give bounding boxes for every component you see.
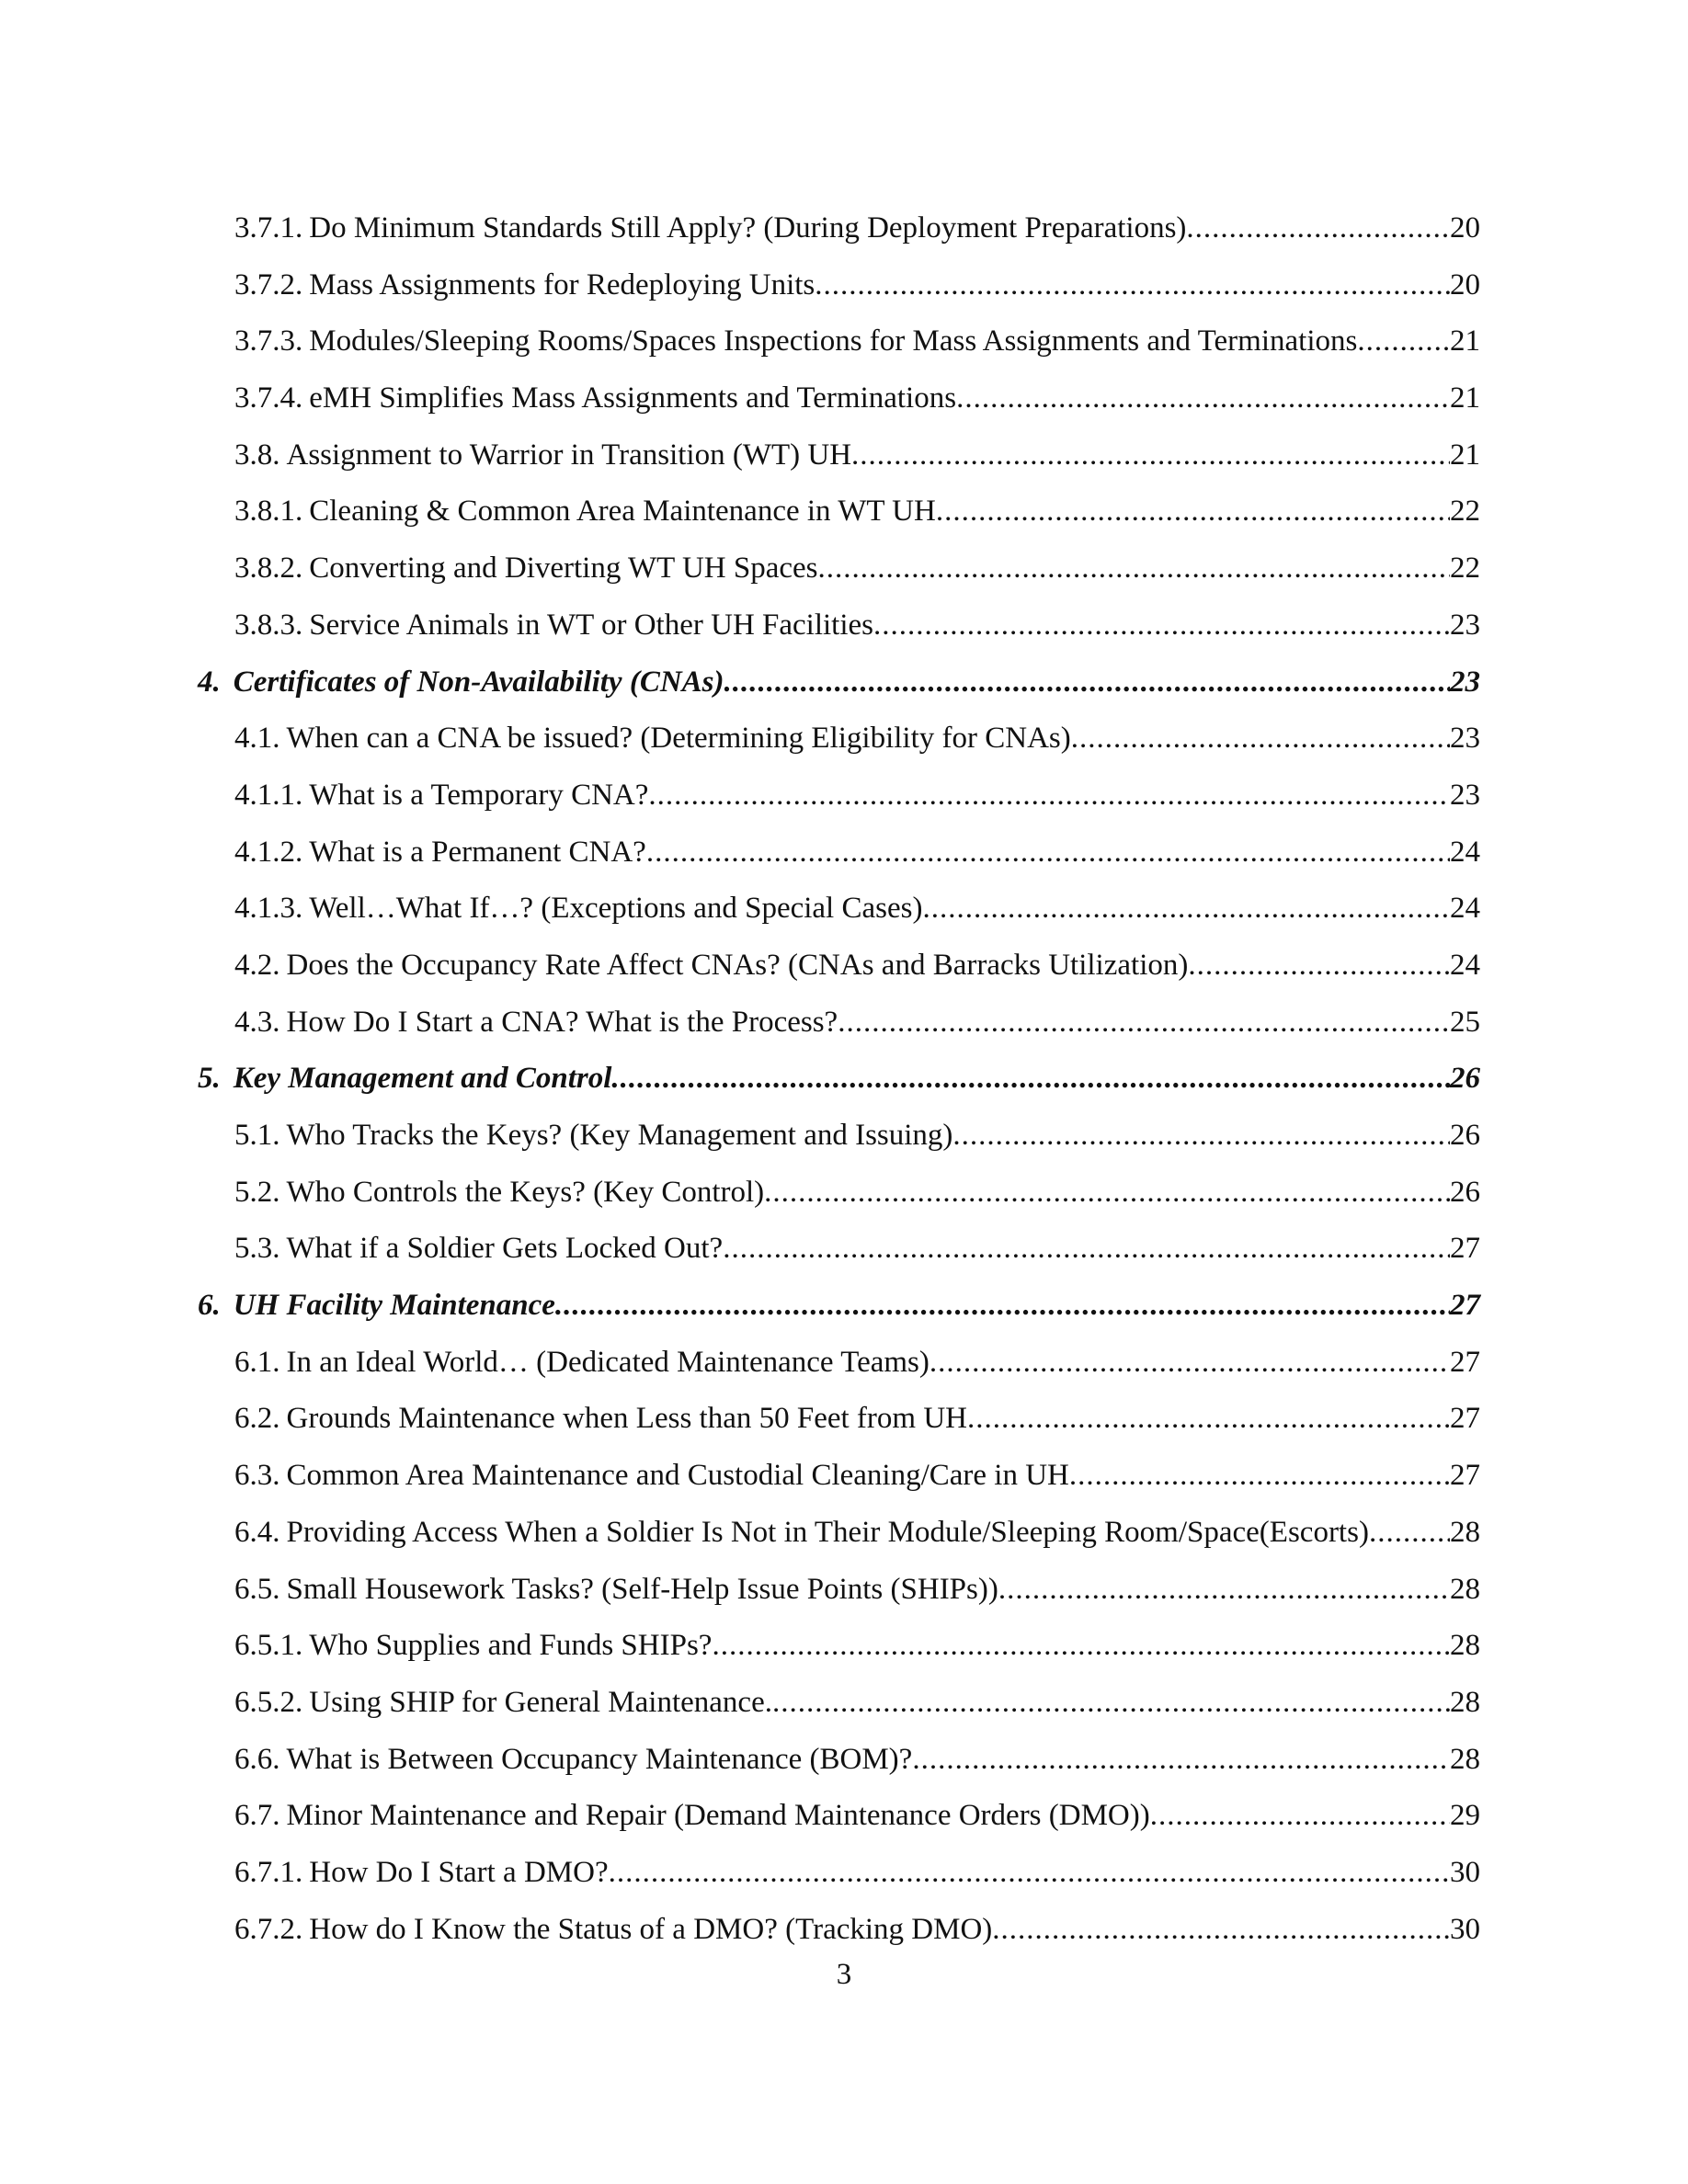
toc-subsection-entry[interactable] — [198, 1562, 1480, 1619]
toc-dot-leader — [648, 768, 1450, 825]
toc-entry-title — [234, 200, 1186, 257]
toc-entry-number: 4.1.2. — [234, 835, 303, 869]
toc-entry-text: eMH Simplifies Mass Assignments and Terminations — [309, 381, 957, 415]
toc-entry-text: Grounds Maintenance when Less than 50 Feet from UH — [286, 1402, 967, 1436]
toc-entry-text: Converting and Diverting WT UH Spaces — [309, 552, 818, 586]
toc-entry-text: Who Tracks the Keys? (Key Management and Issuing) — [286, 1119, 953, 1152]
toc-entry-text: How Do I Start a DMO? — [309, 1855, 609, 1889]
toc-entry-page: 29 — [1450, 1799, 1480, 1833]
toc-entry-text: Do Minimum Standards Still Apply? (During Deployment Preparations) — [309, 211, 1187, 245]
toc-entry-number: 6.7.2. — [234, 1912, 303, 1946]
toc-entry-text: When can a CNA be issued? (Determining Eligibility for CNAs) — [286, 722, 1071, 756]
toc-entry-title — [198, 654, 724, 711]
toc-subsection-entry[interactable] — [198, 597, 1480, 654]
toc-entry-number: 5. — [198, 1062, 221, 1096]
toc-subsection-entry[interactable] — [198, 313, 1480, 370]
toc-entry-number: 6.4. — [234, 1515, 280, 1549]
toc-entry-title — [234, 1562, 998, 1619]
toc-subsection-entry[interactable] — [198, 1788, 1480, 1845]
toc-subsection-entry[interactable] — [198, 370, 1480, 427]
toc-entry-text: What if a Soldier Gets Locked Out? — [286, 1232, 724, 1266]
toc-entry-page: 23 — [1450, 665, 1480, 699]
toc-subsection-entry[interactable] — [198, 1902, 1480, 1959]
toc-entry-text: What is a Permanent CNA? — [309, 835, 646, 869]
toc-section-entry[interactable] — [198, 1278, 1480, 1335]
toc-dot-leader — [646, 825, 1450, 882]
toc-dot-leader — [611, 1051, 1450, 1108]
toc-entry-page: 26 — [1450, 1062, 1480, 1096]
toc-entry-number: 3.7.4. — [234, 381, 303, 415]
toc-entry-number: 6.6. — [234, 1742, 280, 1776]
toc-entry-number: 6.7.1. — [234, 1855, 303, 1889]
toc-entry-text: Key Management and Control — [233, 1062, 612, 1096]
toc-entry-page: 27 — [1450, 1232, 1480, 1266]
toc-entry-number: 4.1.3. — [234, 892, 303, 926]
toc-dot-leader — [1186, 200, 1450, 257]
toc-subsection-entry[interactable] — [198, 1108, 1480, 1165]
toc-dot-leader — [724, 654, 1450, 711]
toc-entry-text: Cleaning & Common Area Maintenance in WT UH — [309, 495, 936, 529]
toc-entry-text: Minor Maintenance and Repair (Demand Maintenance Orders (DMO)) — [286, 1799, 1150, 1833]
toc-entry-title — [234, 711, 1071, 768]
toc-subsection-entry[interactable] — [198, 1448, 1480, 1505]
toc-entry-title — [198, 1051, 611, 1108]
toc-dot-leader — [930, 1335, 1450, 1392]
toc-entry-text: Does the Occupancy Rate Affect CNAs? (CNAs and Barracks Utilization) — [286, 948, 1189, 982]
toc-entry-page: 22 — [1450, 552, 1480, 586]
toc-entry-title — [234, 938, 1188, 995]
toc-subsection-entry[interactable] — [198, 1391, 1480, 1448]
toc-dot-leader — [952, 1108, 1450, 1165]
toc-entry-text: Mass Assignments for Redeploying Units — [309, 267, 815, 301]
toc-dot-leader — [1071, 711, 1450, 768]
toc-dot-leader — [851, 427, 1450, 484]
toc-entry-page: 27 — [1450, 1289, 1480, 1323]
toc-dot-leader — [922, 881, 1450, 938]
toc-entry-title — [234, 1845, 609, 1902]
toc-dot-leader — [712, 1618, 1450, 1675]
toc-entry-number: 3.8.2. — [234, 552, 303, 586]
toc-entry-text: Well…What If…? (Exceptions and Special Cases) — [309, 892, 923, 926]
toc-entry-text: How do I Know the Status of a DMO? (Tracking DMO) — [309, 1912, 993, 1946]
toc-entry-title — [234, 881, 922, 938]
toc-entry-number: 4.1. — [234, 722, 280, 756]
toc-subsection-entry[interactable] — [198, 1732, 1480, 1789]
toc-entry-number: 5.1. — [234, 1119, 280, 1152]
toc-entry-title — [234, 1335, 930, 1392]
toc-dot-leader — [998, 1562, 1450, 1619]
toc-entry-page: 23 — [1450, 778, 1480, 812]
toc-entry-page: 24 — [1450, 835, 1480, 869]
toc-entry-number: 3.8.1. — [234, 495, 303, 529]
toc-subsection-entry[interactable] — [198, 1618, 1480, 1675]
toc-entry-number: 6.7. — [234, 1799, 280, 1833]
toc-entry-number: 6.5.2. — [234, 1685, 303, 1719]
toc-entry-number: 6.2. — [234, 1402, 280, 1436]
toc-entry-title — [234, 370, 956, 427]
toc-subsection-entry[interactable] — [198, 711, 1480, 768]
toc-subsection-entry[interactable] — [198, 825, 1480, 882]
toc-entry-text: Who Controls the Keys? (Key Control) — [286, 1175, 765, 1209]
toc-entry-number: 4.2. — [234, 948, 280, 982]
toc-entry-page: 21 — [1450, 381, 1480, 415]
toc-entry-number: 3.7.1. — [234, 211, 303, 245]
toc-entry-text: What is a Temporary CNA? — [309, 778, 649, 812]
toc-entry-page: 27 — [1450, 1345, 1480, 1379]
toc-dot-leader — [609, 1845, 1450, 1902]
toc-subsection-entry[interactable] — [198, 1675, 1480, 1732]
page-number: 3 — [836, 1958, 852, 1991]
toc-subsection-entry[interactable] — [198, 483, 1480, 540]
toc-entry-title — [234, 427, 851, 484]
toc-entry-number: 3.8. — [234, 438, 280, 472]
toc-entry-page: 27 — [1450, 1459, 1480, 1493]
toc-entry-page: 21 — [1450, 324, 1480, 358]
toc-dot-leader — [838, 995, 1450, 1052]
toc-entry-title — [234, 1108, 952, 1165]
toc-subsection-entry[interactable] — [198, 938, 1480, 995]
toc-subsection-entry[interactable] — [198, 1505, 1480, 1562]
toc-entry-text: What is Between Occupancy Maintenance (BOM)? — [286, 1742, 913, 1776]
toc-dot-leader — [818, 540, 1450, 597]
toc-entry-title — [234, 540, 818, 597]
toc-entry-title — [234, 1618, 712, 1675]
toc-dot-leader — [764, 1165, 1450, 1222]
toc-entry-title — [234, 483, 936, 540]
toc-entry-title — [234, 313, 1357, 370]
toc-entry-page: 22 — [1450, 495, 1480, 529]
toc-entry-text: Certificates of Non-Availability (CNAs) — [233, 665, 724, 699]
toc-entry-page: 21 — [1450, 438, 1480, 472]
toc-dot-leader — [936, 483, 1450, 540]
toc-entry-title — [234, 825, 646, 882]
toc-entry-page: 25 — [1450, 1005, 1480, 1039]
toc-dot-leader — [1357, 313, 1450, 370]
toc-entry-text: UH Facility Maintenance — [233, 1289, 555, 1323]
toc-entry-text: Using SHIP for General Maintenance. — [309, 1685, 772, 1719]
toc-entry-page: 27 — [1450, 1402, 1480, 1436]
toc-entry-number: 6.5. — [234, 1572, 280, 1606]
toc-entry-text: Common Area Maintenance and Custodial Cleaning/Care in UH — [286, 1459, 1069, 1493]
toc-dot-leader — [772, 1675, 1450, 1732]
toc-dot-leader — [873, 597, 1450, 654]
toc-entry-number: 4.1.1. — [234, 778, 303, 812]
toc-dot-leader — [956, 370, 1450, 427]
toc-dot-leader — [992, 1902, 1450, 1959]
toc-entry-text: Service Animals in WT or Other UH Facilities — [309, 608, 874, 642]
toc-entry-title — [234, 1732, 912, 1789]
toc-entry-page: 23 — [1450, 608, 1480, 642]
toc-dot-leader — [815, 257, 1450, 314]
toc-entry-title — [234, 1221, 723, 1278]
toc-entry-number: 3.7.3. — [234, 324, 303, 358]
toc-entry-text: How Do I Start a CNA? What is the Process? — [286, 1005, 838, 1039]
toc-subsection-entry[interactable] — [198, 881, 1480, 938]
toc-entry-text: Modules/Sleeping Rooms/Spaces Inspections for Mass Assignments and Terminations — [309, 324, 1358, 358]
toc-entry-title — [234, 995, 838, 1052]
toc-entry-text: Providing Access When a Soldier Is Not in Their Module/Sleeping Room/Space(Escorts) — [286, 1515, 1369, 1549]
toc-subsection-entry[interactable] — [198, 540, 1480, 597]
toc-entry-text: Assignment to Warrior in Transition (WT) UH — [286, 438, 852, 472]
toc-entry-page: 23 — [1450, 722, 1480, 756]
toc-entry-title — [198, 1278, 555, 1335]
toc-entry-page: 24 — [1450, 892, 1480, 926]
toc-entry-number: 6.5.1. — [234, 1629, 303, 1663]
toc-entry-title — [234, 597, 873, 654]
toc-dot-leader — [1188, 938, 1450, 995]
toc-subsection-entry[interactable] — [198, 995, 1480, 1052]
toc-entry-title — [234, 1448, 1069, 1505]
toc-entry-text: Who Supplies and Funds SHIPs? — [309, 1629, 713, 1663]
toc-entry-title — [234, 1165, 764, 1222]
toc-dot-leader — [967, 1391, 1450, 1448]
toc-entry-title — [234, 1505, 1369, 1562]
toc-entry-number: 4.3. — [234, 1005, 280, 1039]
toc-entry-page: 28 — [1450, 1742, 1480, 1776]
toc-subsection-entry[interactable] — [198, 1165, 1480, 1222]
toc-entry-number: 5.3. — [234, 1232, 280, 1266]
toc-dot-leader — [1369, 1505, 1450, 1562]
toc-subsection-entry[interactable] — [198, 768, 1480, 825]
toc-entry-number: 3.8.3. — [234, 608, 303, 642]
toc-subsection-entry[interactable] — [198, 1221, 1480, 1278]
toc-entry-page: 20 — [1450, 211, 1480, 245]
toc-entry-number: 6.1. — [234, 1345, 280, 1379]
toc-subsection-entry[interactable] — [198, 200, 1480, 257]
toc-subsection-entry[interactable] — [198, 1335, 1480, 1392]
toc-dot-leader — [723, 1221, 1450, 1278]
toc-entry-title — [234, 257, 815, 314]
toc-entry-text: Small Housework Tasks? (Self-Help Issue Points (SHIPs)) — [286, 1572, 998, 1606]
toc-dot-leader — [912, 1732, 1450, 1789]
toc-entry-number: 5.2. — [234, 1175, 280, 1209]
toc-entry-page: 28 — [1450, 1629, 1480, 1663]
toc-entry-page: 28 — [1450, 1572, 1480, 1606]
toc-entry-page: 26 — [1450, 1119, 1480, 1152]
toc-entry-page: 24 — [1450, 948, 1480, 982]
toc-entry-number: 3.7.2. — [234, 267, 303, 301]
toc-dot-leader — [555, 1278, 1450, 1335]
toc-entry-title — [234, 768, 648, 825]
toc-subsection-entry[interactable] — [198, 257, 1480, 314]
toc-entry-number: 4. — [198, 665, 221, 699]
toc-dot-leader — [1069, 1448, 1450, 1505]
toc-entry-text: In an Ideal World… (Dedicated Maintenance Teams) — [286, 1345, 930, 1379]
toc-entry-title — [234, 1391, 967, 1448]
toc-entry-page: 26 — [1450, 1175, 1480, 1209]
toc-entry-page: 28 — [1450, 1515, 1480, 1549]
toc-entry-page: 28 — [1450, 1685, 1480, 1719]
toc-entry-number: 6.3. — [234, 1459, 280, 1493]
toc-entry-page: 20 — [1450, 267, 1480, 301]
toc-entry-title — [234, 1788, 1150, 1845]
toc-section-entry[interactable] — [198, 654, 1480, 711]
toc-entry-page: 30 — [1450, 1912, 1480, 1946]
toc-section-entry[interactable] — [198, 1051, 1480, 1108]
toc-subsection-entry[interactable] — [198, 427, 1480, 484]
table-of-contents — [198, 200, 1480, 1958]
toc-entry-title — [234, 1902, 992, 1959]
toc-subsection-entry[interactable] — [198, 1845, 1480, 1902]
toc-entry-number: 6. — [198, 1289, 221, 1323]
toc-dot-leader — [1150, 1788, 1450, 1845]
toc-entry-title — [234, 1675, 772, 1732]
toc-entry-page: 30 — [1450, 1855, 1480, 1889]
